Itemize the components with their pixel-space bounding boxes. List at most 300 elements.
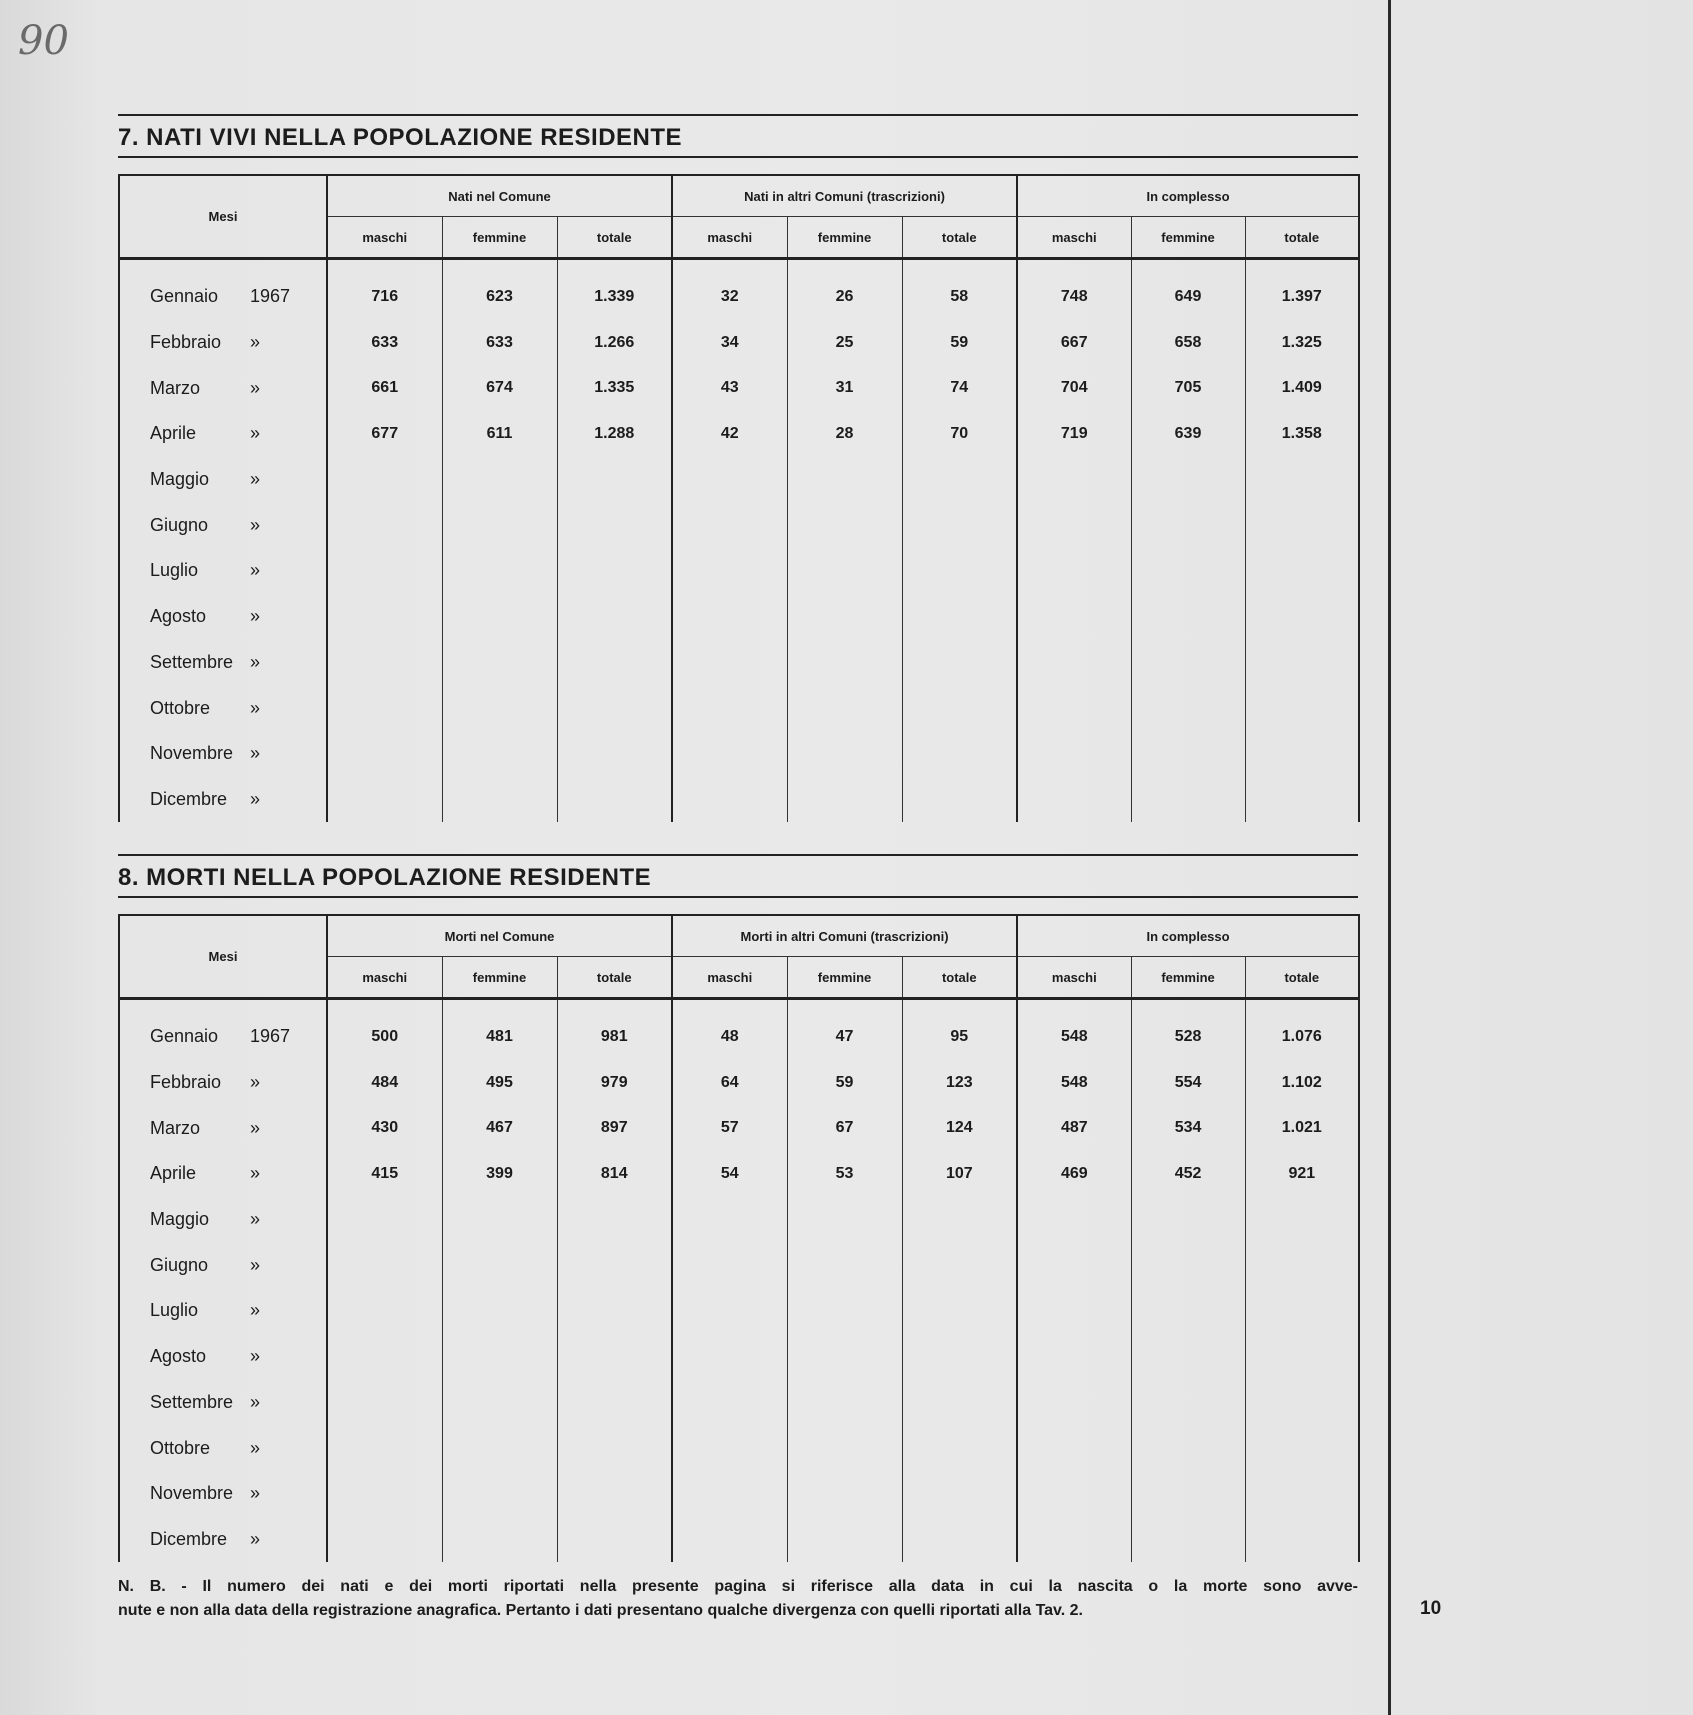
month-year: 1967 (250, 286, 291, 307)
month-year: » (250, 697, 261, 718)
value-cell (327, 777, 442, 823)
month-year: » (250, 1254, 261, 1275)
month-name: Marzo (150, 377, 201, 398)
table-row (119, 999, 1359, 1060)
subcolumn-header: maschi (327, 957, 442, 999)
value-cell (557, 1334, 672, 1380)
value-cell: 1.409 (1245, 365, 1359, 411)
value-cell: 467 (442, 1105, 557, 1151)
month-name: Maggio (150, 469, 210, 490)
value-cell (557, 594, 672, 640)
value-cell: 67 (787, 1105, 902, 1151)
subcolumn-header: totale (902, 217, 1017, 259)
value-cell (442, 731, 557, 777)
value-cell: 59 (787, 1060, 902, 1106)
subcolumn-header: totale (1245, 957, 1359, 999)
title-bottom-rule (118, 156, 1358, 158)
value-cell (557, 1197, 672, 1243)
value-cell: 70 (902, 411, 1017, 457)
value-cell (1245, 548, 1359, 594)
value-cell: 611 (442, 411, 557, 457)
month-cell (119, 1380, 327, 1426)
month-name: Novembre (150, 1483, 234, 1504)
value-cell: 500 (327, 999, 442, 1060)
month-cell (119, 640, 327, 686)
value-cell (787, 502, 902, 548)
group-header: Morti nel Comune (327, 915, 672, 957)
value-cell: 481 (442, 999, 557, 1060)
value-cell (1017, 1380, 1131, 1426)
value-cell (557, 777, 672, 823)
value-cell (1131, 594, 1245, 640)
value-cell (557, 1517, 672, 1563)
value-cell (327, 1334, 442, 1380)
group-header: Nati nel Comune (327, 175, 672, 217)
value-cell (1245, 1471, 1359, 1517)
value-cell: 897 (557, 1105, 672, 1151)
value-cell: 649 (1131, 259, 1245, 320)
month-name: Agosto (150, 1346, 207, 1367)
value-cell: 921 (1245, 1151, 1359, 1197)
month-name: Aprile (150, 423, 197, 444)
value-cell: 548 (1017, 1060, 1131, 1106)
value-cell: 981 (557, 999, 672, 1060)
month-year: » (250, 377, 261, 398)
month-name: Settembre (150, 651, 234, 672)
value-cell (902, 1517, 1017, 1563)
month-name: Giugno (150, 514, 209, 535)
value-cell (787, 1197, 902, 1243)
value-cell (327, 502, 442, 548)
value-cell (327, 685, 442, 731)
value-cell (1131, 1517, 1245, 1563)
subcolumn-header: maschi (1017, 957, 1131, 999)
value-cell: 548 (1017, 999, 1131, 1060)
value-cell (327, 1517, 442, 1563)
value-cell: 57 (672, 1105, 787, 1151)
section-title: 8. MORTI NELLA POPOLAZIONE RESIDENTE (118, 864, 652, 891)
month-year: » (250, 332, 261, 353)
table-row (119, 1288, 1359, 1334)
value-cell (442, 1425, 557, 1471)
value-cell (557, 1242, 672, 1288)
value-cell (1245, 777, 1359, 823)
footnote-line: nute e non alla data della registrazione anagrafica. Pertanto i dati presentano qualche divergenza con quelli riportati alla Tav. 2. (118, 1602, 1083, 1619)
table-row (119, 640, 1359, 686)
value-cell (442, 1380, 557, 1426)
value-cell (787, 1288, 902, 1334)
subcolumn-header: totale (902, 957, 1017, 999)
value-cell (672, 594, 787, 640)
value-cell (1245, 457, 1359, 503)
value-cell (442, 548, 557, 594)
value-cell (672, 1242, 787, 1288)
group-header: In complesso (1017, 915, 1359, 957)
value-cell (902, 1334, 1017, 1380)
value-cell (442, 1242, 557, 1288)
value-cell (787, 548, 902, 594)
table-row (119, 1060, 1359, 1106)
table-row (119, 1242, 1359, 1288)
month-name: Marzo (150, 1117, 201, 1138)
value-cell (442, 457, 557, 503)
value-cell (1017, 1471, 1131, 1517)
group-header: In complesso (1017, 175, 1359, 217)
table-row (119, 731, 1359, 777)
month-name: Maggio (150, 1209, 210, 1230)
value-cell (787, 640, 902, 686)
value-cell (672, 1425, 787, 1471)
value-cell (1245, 731, 1359, 777)
value-cell: 25 (787, 320, 902, 366)
title-top-rule (118, 854, 1358, 856)
month-name: Luglio (150, 560, 199, 581)
value-cell: 1.325 (1245, 320, 1359, 366)
value-cell (902, 548, 1017, 594)
value-cell: 74 (902, 365, 1017, 411)
value-cell: 469 (1017, 1151, 1131, 1197)
value-cell (672, 1517, 787, 1563)
value-cell: 674 (442, 365, 557, 411)
month-year: » (250, 1072, 261, 1093)
month-cell (119, 1288, 327, 1334)
value-cell (1131, 1288, 1245, 1334)
value-cell (1017, 1334, 1131, 1380)
value-cell (672, 548, 787, 594)
group-header: Nati in altri Comuni (trascrizioni) (672, 175, 1017, 217)
value-cell: 399 (442, 1151, 557, 1197)
month-cell (119, 259, 327, 320)
value-cell (557, 1288, 672, 1334)
value-cell (1245, 1197, 1359, 1243)
value-cell: 748 (1017, 259, 1131, 320)
month-cell (119, 320, 327, 366)
month-cell (119, 1425, 327, 1471)
value-cell (327, 1288, 442, 1334)
value-cell: 95 (902, 999, 1017, 1060)
month-name: Febbraio (150, 332, 222, 353)
value-cell: 47 (787, 999, 902, 1060)
value-cell (1245, 1517, 1359, 1563)
value-cell: 42 (672, 411, 787, 457)
month-name: Aprile (150, 1163, 197, 1184)
value-cell (902, 777, 1017, 823)
value-cell (1245, 640, 1359, 686)
month-cell (119, 685, 327, 731)
value-cell (902, 502, 1017, 548)
month-year: » (250, 1391, 261, 1412)
value-cell: 487 (1017, 1105, 1131, 1151)
value-cell (327, 1425, 442, 1471)
value-cell (1245, 1288, 1359, 1334)
value-cell: 495 (442, 1060, 557, 1106)
value-cell: 32 (672, 259, 787, 320)
page-number: 10 (1420, 1598, 1442, 1619)
footnote (118, 1575, 1358, 1623)
month-cell (119, 411, 327, 457)
month-year: » (250, 1300, 261, 1321)
value-cell: 528 (1131, 999, 1245, 1060)
month-name: Dicembre (150, 1528, 228, 1549)
value-cell (1017, 1288, 1131, 1334)
value-cell (442, 640, 557, 686)
value-cell: 59 (902, 320, 1017, 366)
table-row (119, 1334, 1359, 1380)
value-cell (327, 731, 442, 777)
table-row (119, 320, 1359, 366)
table-row (119, 594, 1359, 640)
value-cell (902, 1197, 1017, 1243)
month-name: Ottobre (150, 697, 211, 718)
value-cell (1131, 1334, 1245, 1380)
value-cell (557, 640, 672, 686)
subcolumn-header: femmine (1131, 217, 1245, 259)
value-cell (1131, 1197, 1245, 1243)
value-cell (1017, 1197, 1131, 1243)
value-cell: 48 (672, 999, 787, 1060)
value-cell (787, 1425, 902, 1471)
value-cell (1131, 1242, 1245, 1288)
value-cell (442, 685, 557, 731)
month-name: Ottobre (150, 1437, 211, 1458)
value-cell (1017, 548, 1131, 594)
value-cell (1131, 777, 1245, 823)
month-year: » (250, 1437, 261, 1458)
month-cell (119, 1517, 327, 1563)
value-cell: 639 (1131, 411, 1245, 457)
value-cell (1131, 1471, 1245, 1517)
value-cell (672, 1471, 787, 1517)
value-cell: 719 (1017, 411, 1131, 457)
value-cell (442, 777, 557, 823)
value-cell (902, 685, 1017, 731)
month-year: » (250, 1483, 261, 1504)
value-cell (902, 640, 1017, 686)
value-cell (1017, 640, 1131, 686)
value-cell (1131, 1380, 1245, 1426)
value-cell (557, 548, 672, 594)
table-row (119, 411, 1359, 457)
month-year: 1967 (250, 1026, 291, 1047)
value-cell (557, 1380, 672, 1426)
value-cell: 34 (672, 320, 787, 366)
month-cell (119, 1471, 327, 1517)
value-cell: 534 (1131, 1105, 1245, 1151)
value-cell (1245, 594, 1359, 640)
value-cell (902, 1242, 1017, 1288)
value-cell: 554 (1131, 1060, 1245, 1106)
value-cell (442, 1334, 557, 1380)
value-cell: 430 (327, 1105, 442, 1151)
month-year: » (250, 560, 261, 581)
value-cell (1131, 685, 1245, 731)
value-cell: 661 (327, 365, 442, 411)
value-cell: 31 (787, 365, 902, 411)
value-cell (787, 731, 902, 777)
value-cell (787, 594, 902, 640)
value-cell (902, 457, 1017, 503)
value-cell: 1.102 (1245, 1060, 1359, 1106)
value-cell (1131, 548, 1245, 594)
value-cell: 107 (902, 1151, 1017, 1197)
value-cell (327, 640, 442, 686)
month-cell (119, 548, 327, 594)
value-cell (672, 1334, 787, 1380)
month-year: » (250, 1163, 261, 1184)
value-cell (787, 1334, 902, 1380)
value-cell: 28 (787, 411, 902, 457)
table-row (119, 1517, 1359, 1563)
month-year: » (250, 651, 261, 672)
value-cell (1017, 1425, 1131, 1471)
subcolumn-header: maschi (1017, 217, 1131, 259)
value-cell (557, 502, 672, 548)
subcolumn-header: femmine (442, 957, 557, 999)
value-cell (442, 502, 557, 548)
value-cell (787, 1517, 902, 1563)
month-name: Gennaio (150, 1026, 219, 1047)
value-cell (787, 1471, 902, 1517)
value-cell: 415 (327, 1151, 442, 1197)
table-row (119, 259, 1359, 320)
subcolumn-header: maschi (672, 217, 787, 259)
value-cell (442, 1517, 557, 1563)
month-name: Giugno (150, 1254, 209, 1275)
value-cell: 1.266 (557, 320, 672, 366)
value-cell: 1.358 (1245, 411, 1359, 457)
table-row (119, 685, 1359, 731)
group-header: Morti in altri Comuni (trascrizioni) (672, 915, 1017, 957)
month-year: » (250, 1528, 261, 1549)
value-cell (327, 1197, 442, 1243)
binding-edge-line (1388, 0, 1391, 1715)
month-year: » (250, 743, 261, 764)
section-title: 7. NATI VIVI NELLA POPOLAZIONE RESIDENTE (118, 124, 683, 151)
month-year: » (250, 788, 261, 809)
footnote-line: N. B. - Il numero dei nati e dei morti riportati nella presente pagina si riferisce alla data in cui la nascita o la morte sono avve- (118, 1578, 1358, 1595)
value-cell (1245, 1380, 1359, 1426)
value-cell (672, 777, 787, 823)
month-name: Luglio (150, 1300, 199, 1321)
value-cell (1245, 1334, 1359, 1380)
value-cell: 54 (672, 1151, 787, 1197)
value-cell (787, 777, 902, 823)
value-cell: 1.339 (557, 259, 672, 320)
value-cell (672, 685, 787, 731)
month-cell (119, 731, 327, 777)
value-cell (1245, 1242, 1359, 1288)
value-cell: 658 (1131, 320, 1245, 366)
value-cell (672, 502, 787, 548)
subcolumn-header: femmine (787, 217, 902, 259)
value-cell: 677 (327, 411, 442, 457)
table-row (119, 1197, 1359, 1243)
value-cell (327, 1242, 442, 1288)
month-cell (119, 1060, 327, 1106)
value-cell (1245, 502, 1359, 548)
value-cell (1017, 1242, 1131, 1288)
value-cell (557, 1425, 672, 1471)
value-cell (557, 685, 672, 731)
table-row (119, 548, 1359, 594)
title-top-rule (118, 114, 1358, 116)
value-cell (672, 731, 787, 777)
value-cell: 484 (327, 1060, 442, 1106)
value-cell (902, 1288, 1017, 1334)
value-cell (902, 1425, 1017, 1471)
month-cell (119, 999, 327, 1060)
subcolumn-header: totale (557, 217, 672, 259)
value-cell (1131, 640, 1245, 686)
value-cell (1017, 1517, 1131, 1563)
month-year: » (250, 423, 261, 444)
month-year: » (250, 469, 261, 490)
month-cell (119, 502, 327, 548)
value-cell: 1.288 (557, 411, 672, 457)
value-cell (902, 1380, 1017, 1426)
subcolumn-header: totale (557, 957, 672, 999)
table-row (119, 365, 1359, 411)
table-row (119, 1151, 1359, 1197)
value-cell: 979 (557, 1060, 672, 1106)
month-name: Agosto (150, 606, 207, 627)
value-cell (557, 1471, 672, 1517)
value-cell (442, 1288, 557, 1334)
title-bottom-rule (118, 896, 1358, 898)
value-cell (1017, 685, 1131, 731)
births-table (118, 174, 1360, 822)
subcolumn-header: totale (1245, 217, 1359, 259)
month-year: » (250, 606, 261, 627)
value-cell (672, 1288, 787, 1334)
value-cell: 53 (787, 1151, 902, 1197)
value-cell: 1.021 (1245, 1105, 1359, 1151)
months-column-header: Mesi (119, 915, 327, 999)
value-cell (787, 1380, 902, 1426)
deaths-table (118, 914, 1360, 1562)
value-cell: 1.076 (1245, 999, 1359, 1060)
value-cell: 124 (902, 1105, 1017, 1151)
subcolumn-header: maschi (672, 957, 787, 999)
value-cell (902, 731, 1017, 777)
handwritten-page-mark: 90 (18, 18, 69, 64)
month-cell (119, 1242, 327, 1288)
value-cell (327, 457, 442, 503)
month-name: Novembre (150, 743, 234, 764)
month-name: Gennaio (150, 286, 219, 307)
value-cell (1131, 457, 1245, 503)
month-year: » (250, 1346, 261, 1367)
value-cell (1131, 502, 1245, 548)
table-row (119, 1105, 1359, 1151)
month-cell (119, 1197, 327, 1243)
value-cell (1017, 457, 1131, 503)
value-cell (902, 1471, 1017, 1517)
value-cell: 704 (1017, 365, 1131, 411)
month-cell (119, 1334, 327, 1380)
value-cell: 64 (672, 1060, 787, 1106)
month-year: » (250, 1209, 261, 1230)
value-cell: 123 (902, 1060, 1017, 1106)
value-cell (672, 457, 787, 503)
month-name: Dicembre (150, 788, 228, 809)
value-cell: 716 (327, 259, 442, 320)
table-row (119, 1425, 1359, 1471)
value-cell (1017, 502, 1131, 548)
value-cell (1131, 731, 1245, 777)
value-cell (557, 457, 672, 503)
value-cell (672, 640, 787, 686)
